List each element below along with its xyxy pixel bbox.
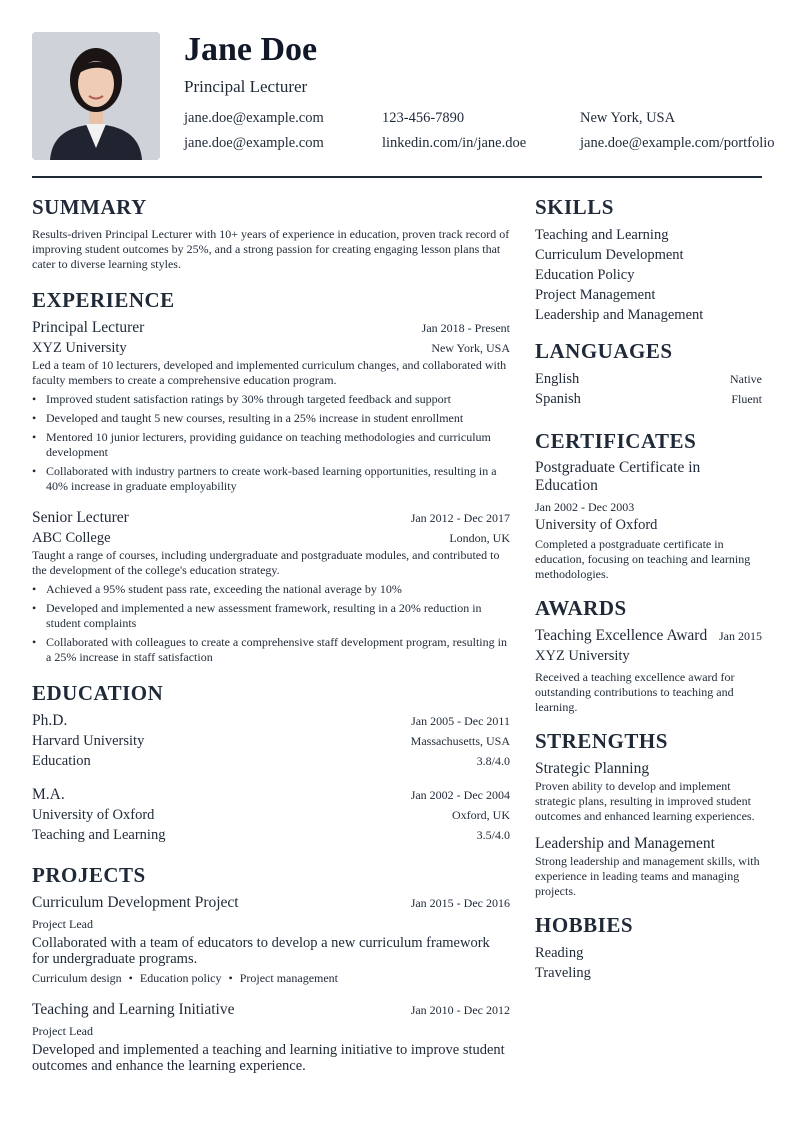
contact-linkedin[interactable]: linkedin.com/in/jane.doe (382, 135, 527, 151)
projects-section (32, 863, 510, 1074)
skills-heading: SKILLS (535, 195, 614, 219)
project-role: Project Lead (32, 917, 93, 931)
profile-photo (32, 32, 160, 160)
job-description: Taught a range of courses, including undergraduate and postgraduate modules, and contributed to the development of the college's education strategy. (32, 548, 500, 577)
job-bullet: • Mentored 10 junior lecturers, providing guidance on teaching methodologies and curriculum development (32, 430, 510, 460)
languages-section (535, 339, 762, 409)
job-bullet: • Developed and taught 5 new courses, resulting in a 25% increase in student enrollment (32, 411, 510, 426)
awards-heading: AWARDS (535, 596, 627, 620)
experience-item (32, 508, 510, 665)
job-bullet: • Collaborated with industry partners to create work-based learning opportunities, resulting in a 40% increase in graduate employability (32, 464, 510, 494)
language-name: English (535, 371, 580, 387)
experience-section (32, 288, 510, 665)
candidate-title: Principal Lecturer (184, 77, 308, 96)
skill-item: Curriculum Development (535, 247, 684, 263)
education-dates: Jan 2005 - Dec 2011 (411, 714, 510, 728)
education-heading: EDUCATION (32, 681, 164, 705)
education-item (32, 785, 510, 845)
job-org: XYZ University (32, 340, 127, 356)
job-bullets (32, 582, 510, 665)
project-name: Curriculum Development Project (32, 894, 239, 911)
contact-email-secondary[interactable]: jane.doe@example.com (184, 135, 324, 151)
language-level: Fluent (731, 392, 762, 406)
strength-item (535, 759, 762, 824)
project-item (32, 893, 510, 986)
job-bullets (32, 392, 510, 494)
job-location: New York, USA (431, 341, 510, 355)
main-column (32, 195, 510, 1074)
project-tags (32, 971, 510, 986)
experience-heading: EXPERIENCE (32, 288, 175, 312)
job-bullet: • Collaborated with colleagues to create a comprehensive staff development program, resulting in a 25% increase in staff satisfaction (32, 635, 510, 665)
skill-item: Project Management (535, 287, 656, 303)
contact-email[interactable]: jane.doe@example.com (184, 110, 324, 126)
skill-item: Education Policy (535, 267, 635, 283)
award-issuer: XYZ University (535, 648, 630, 664)
tag-separator: • (228, 971, 233, 985)
resume-header (32, 31, 775, 160)
certificates-section (535, 429, 762, 582)
language-name: Spanish (535, 391, 581, 407)
school: Harvard University (32, 733, 145, 749)
awards-section (535, 596, 762, 715)
degree: M.A. (32, 786, 65, 803)
projects-heading: PROJECTS (32, 863, 146, 887)
certificate-dates: Jan 2002 - Dec 2003 (535, 500, 635, 514)
project-description: Developed and implemented a teaching and learning initiative to improve student outcomes and enhance the learning experience. (32, 1042, 505, 1074)
strength-description: Strong leadership and management skills, with experience in leading teams and managing projects. (535, 854, 760, 898)
project-role: Project Lead (32, 1024, 93, 1038)
job-org: ABC College (32, 530, 111, 546)
sidebar-column (535, 195, 762, 983)
languages-heading: LANGUAGES (535, 339, 673, 363)
profile-photo-illustration (32, 32, 160, 160)
gpa: 3.5/4.0 (476, 828, 510, 842)
job-location: London, UK (449, 531, 510, 545)
summary-text: Results-driven Principal Lecturer with 10+ years of experience in education, proven track record of improving student outcomes by 25%, and a strong passion for creating engaging lesson plans that cater to diverse learning styles. (32, 227, 510, 271)
education-section (32, 681, 510, 845)
language-level: Native (730, 372, 762, 386)
summary-section (32, 195, 510, 272)
certificate-name: Postgraduate Certificate in Education (535, 459, 701, 494)
project-tag: Education policy (139, 971, 222, 985)
education-dates: Jan 2002 - Dec 2004 (410, 788, 510, 802)
hobby-item: Reading (535, 945, 584, 961)
project-dates: Jan 2010 - Dec 2012 (410, 1003, 510, 1017)
gpa: 3.8/4.0 (476, 754, 510, 768)
header-divider (32, 176, 762, 178)
certificate-description: Completed a postgraduate certificate in education, focusing on teaching and learning methodologies. (535, 537, 751, 581)
field-of-study: Education (32, 753, 91, 769)
tag-separator: • (128, 971, 133, 985)
contact-location: New York, USA (580, 110, 676, 126)
strength-item (535, 834, 762, 899)
certificate-issuer: University of Oxford (535, 517, 658, 533)
skills-section (535, 195, 762, 325)
strength-name: Strategic Planning (535, 760, 650, 777)
experience-item (32, 318, 510, 494)
education-item (32, 711, 510, 771)
job-bullet: • Developed and implemented a new assessment framework, resulting in a 20% reduction in student complaints (32, 601, 510, 631)
strength-description: Proven ability to develop and implement strategic plans, resulting in improved student outcomes and enhanced learning experiences. (535, 779, 755, 823)
skill-item: Leadership and Management (535, 307, 704, 323)
job-role: Senior Lecturer (32, 509, 129, 526)
skill-item: Teaching and Learning (535, 227, 669, 243)
project-item (32, 1000, 510, 1074)
project-dates: Jan 2015 - Dec 2016 (410, 896, 510, 910)
job-bullet: • Improved student satisfaction ratings by 30% through targeted feedback and support (32, 392, 510, 407)
hobbies-heading: HOBBIES (535, 913, 634, 937)
school-location: Oxford, UK (452, 808, 510, 822)
job-bullet: • Achieved a 95% student pass rate, exceeding the national average by 10% (32, 582, 510, 597)
job-dates: Jan 2012 - Dec 2017 (410, 511, 510, 525)
strengths-section (535, 729, 762, 899)
strengths-heading: STRENGTHS (535, 729, 668, 753)
award-date: Jan 2015 (719, 629, 762, 643)
field-of-study: Teaching and Learning (32, 827, 166, 843)
school-location: Massachusetts, USA (410, 734, 510, 748)
award-name: Teaching Excellence Award (535, 627, 708, 644)
job-description: Led a team of 10 lecturers, developed and implemented curriculum changes, and collaborated with faculty members to create a comprehensive education program. (32, 358, 507, 387)
job-dates: Jan 2018 - Present (421, 321, 510, 335)
contact-portfolio[interactable]: jane.doe@example.com/portfolio (580, 135, 775, 151)
hobby-item: Traveling (535, 965, 591, 981)
summary-heading: SUMMARY (32, 195, 147, 219)
candidate-name: Jane Doe (184, 31, 318, 68)
project-tag: Curriculum design (32, 971, 122, 985)
certificates-heading: CERTIFICATES (535, 429, 697, 453)
hobbies-section (535, 913, 762, 983)
contact-phone[interactable]: 123-456-7890 (382, 110, 465, 126)
school: University of Oxford (32, 807, 155, 823)
project-description: Collaborated with a team of educators to develop a new curriculum framework for undergraduate programs. (32, 935, 490, 967)
strength-name: Leadership and Management (535, 835, 715, 852)
project-tag: Project management (239, 971, 339, 985)
job-role: Principal Lecturer (32, 319, 145, 336)
project-name: Teaching and Learning Initiative (32, 1001, 235, 1018)
award-description: Received a teaching excellence award for outstanding contributions to teaching and learning. (535, 670, 735, 714)
degree: Ph.D. (32, 712, 68, 729)
